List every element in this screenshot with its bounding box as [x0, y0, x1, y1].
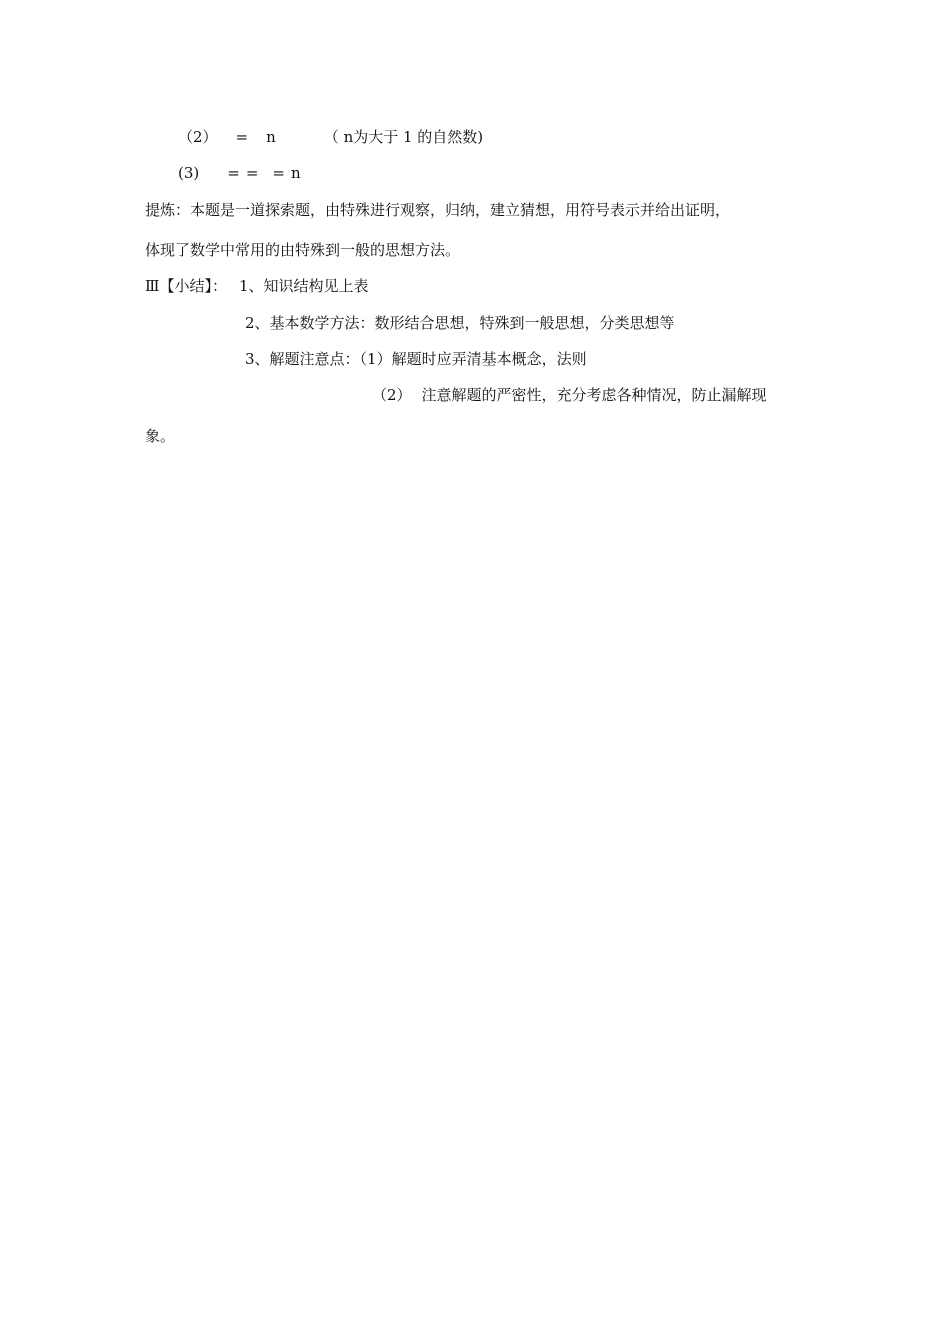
summary-item-3-sub-text: 注意解题的严密性，充分考虑各种情况，防止漏解现 — [421, 386, 767, 404]
formula-2-equals: = — [235, 128, 249, 146]
formula-2-note: （ n为大于 1 的自然数) — [323, 128, 484, 146]
formula-3 — [178, 163, 301, 183]
summary-heading-line — [145, 276, 369, 296]
remark-line-1: 提炼：本题是一道探索题，由特殊进行观察，归纳，建立猜想，用符号表示并给出证明， — [145, 201, 731, 219]
formula-3-equals-2: = — [245, 164, 259, 182]
summary-item-3-sub — [372, 385, 767, 405]
formula-3-number: (3) — [178, 164, 200, 182]
summary-heading: Ⅲ【小结】： — [145, 277, 227, 295]
formula-2-n: n — [266, 128, 276, 146]
formula-3-n: n — [290, 164, 301, 182]
formula-2 — [178, 127, 483, 147]
summary-item-1: 1、知识结构见上表 — [238, 277, 369, 295]
formula-3-equals-1: = — [227, 164, 240, 182]
remark-line-2: 体现了数学中常用的由特殊到一般的思想方法。 — [145, 241, 461, 259]
summary-item-3-continuation: 象。 — [145, 427, 176, 445]
formula-2-number: （2） — [178, 128, 218, 146]
summary-item-3: 3、解题注意点：（1）解题时应弄清基本概念，法则 — [245, 350, 587, 368]
formula-3-equals-3: = — [272, 164, 285, 182]
summary-item-2: 2、基本数学方法：数形结合思想，特殊到一般思想，分类思想等 — [245, 314, 675, 332]
summary-item-3-sub-number: （2） — [372, 386, 412, 404]
